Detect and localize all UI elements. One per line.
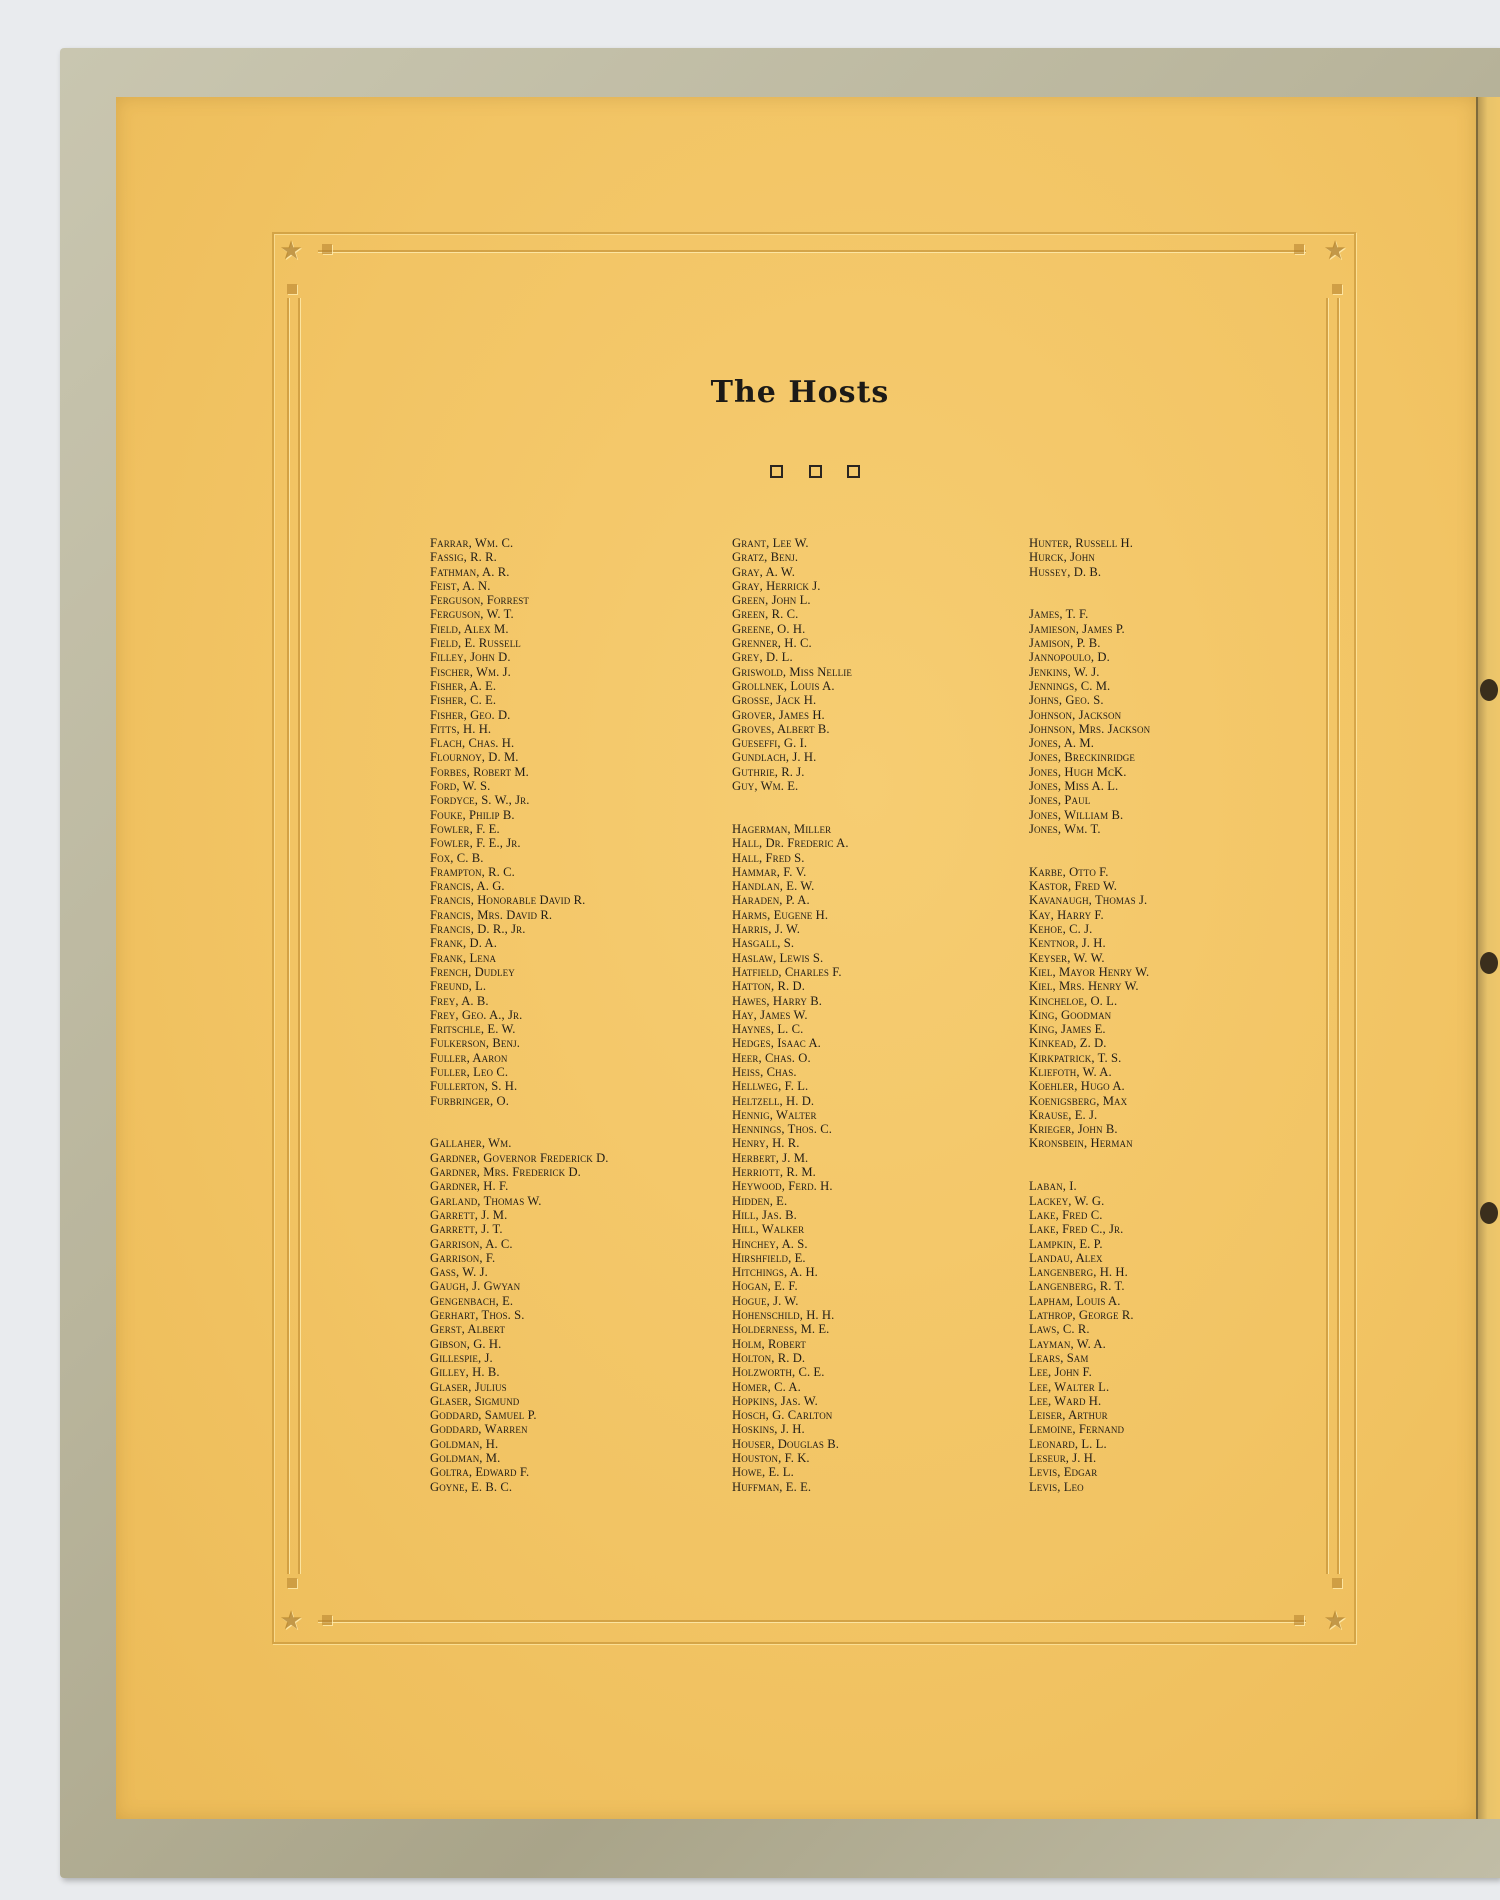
host-name-entry: Grey, D. L. <box>732 650 793 665</box>
list-gap <box>732 793 852 807</box>
host-name-entry: Hennings, Thos. C. <box>732 1122 833 1137</box>
host-name-entry: Johns, Geo. S. <box>1029 693 1104 708</box>
host-name-entry: Jones, Wm. T. <box>1029 821 1101 836</box>
host-name-entry: Hirshfield, E. <box>732 1250 806 1265</box>
page-title: The Hosts <box>710 375 890 410</box>
host-name-entry: Fischer, Wm. J. <box>430 664 511 679</box>
host-name-entry: Frey, A. B. <box>430 993 489 1008</box>
host-name-entry: Francis, A. G. <box>430 879 505 894</box>
host-name-entry: James, T. F. <box>1029 607 1089 622</box>
host-name-entry: Lemoine, Fernand <box>1029 1422 1125 1437</box>
host-name-entry: Lampkin, E. P. <box>1029 1236 1103 1251</box>
frame-rail-left-inner <box>298 298 300 1574</box>
host-name-entry: Leonard, L. L. <box>1029 1436 1107 1451</box>
host-name-entry: Lapham, Louis A. <box>1029 1293 1121 1308</box>
host-name-entry: Lee, Walter L. <box>1029 1379 1110 1394</box>
host-name-entry: Fulkerson, Benj. <box>430 1036 520 1051</box>
square-ornament-icon <box>809 465 822 478</box>
host-name-entry: Grosse, Jack H. <box>732 693 817 708</box>
frame-rail-bottom <box>318 1620 1306 1622</box>
host-name-entry: Goldman, M. <box>430 1451 501 1465</box>
host-name-entry: Guy, Wm. E. <box>732 779 799 794</box>
host-name-entry: Francis, Mrs. David R. <box>430 907 553 922</box>
square-ornament-icon <box>770 465 783 478</box>
host-name-entry: Field, Alex M. <box>430 621 509 636</box>
host-name-entry: Goddard, Samuel P. <box>430 1408 537 1423</box>
host-name-entry: Lears, Sam <box>1029 1350 1089 1365</box>
host-name-entry: Krieger, John B. <box>1029 1122 1118 1137</box>
host-name-entry: Jennings, C. M. <box>1029 678 1111 693</box>
hosts-column-2 <box>732 536 852 1494</box>
host-name-entry: Feist, A. N. <box>430 578 491 593</box>
host-name-entry: Gass, W. J. <box>430 1265 488 1280</box>
frame-rail-right-outer <box>1326 298 1328 1574</box>
host-name-entry: Grover, James H. <box>732 707 825 722</box>
host-name-entry: Garrison, F. <box>430 1250 496 1265</box>
host-name-entry: Johnson, Jackson <box>1029 707 1122 722</box>
host-name-entry: Hogue, J. W. <box>732 1293 799 1308</box>
frame-stud <box>322 244 332 254</box>
host-name-entry: Frank, D. A. <box>430 936 497 951</box>
hosts-column-1 <box>430 536 609 1494</box>
star-ornament-icon: ★ <box>279 1606 303 1636</box>
host-name-entry: Holzworth, C. E. <box>732 1365 825 1380</box>
host-name-entry: Laws, C. R. <box>1029 1322 1090 1337</box>
host-name-entry: Fisher, C. E. <box>430 693 497 708</box>
frame-stud <box>322 1615 332 1625</box>
host-name-entry: Koehler, Hugo A. <box>1029 1079 1125 1094</box>
host-name-entry: Lake, Fred C., Jr. <box>1029 1222 1124 1237</box>
host-name-entry: Garrison, A. C. <box>430 1236 513 1251</box>
host-name-entry: Kinkead, Z. D. <box>1029 1036 1107 1051</box>
host-name-entry: Kincheloe, O. L. <box>1029 993 1118 1008</box>
host-name-entry: Griswold, Miss Nellie <box>732 664 852 679</box>
host-name-entry: Goldman, H. <box>430 1436 499 1451</box>
host-name-entry: Hoskins, J. H. <box>732 1422 805 1437</box>
frame-rail-top <box>318 250 1306 252</box>
host-name-entry: Hatton, R. D. <box>732 979 805 994</box>
binding-hole <box>1480 679 1498 701</box>
host-name-entry: Jones, Breckinridge <box>1029 750 1135 765</box>
host-name-entry: Gilley, H. B. <box>430 1365 500 1380</box>
host-name-entry: Green, R. C. <box>732 607 799 622</box>
host-name-entry: Hinchey, A. S. <box>732 1236 808 1251</box>
host-name-entry: Gerst, Albert <box>430 1322 506 1337</box>
booklet-spine <box>1476 97 1500 1819</box>
host-name-entry: Filley, John D. <box>430 650 511 665</box>
host-name-entry: Harms, Eugene H. <box>732 907 829 922</box>
host-name-entry: Fitts, H. H. <box>430 721 492 736</box>
frame-stud <box>1294 244 1304 254</box>
host-name-entry: Herbert, J. M. <box>732 1150 809 1165</box>
host-name-entry: Garrett, J. M. <box>430 1207 508 1222</box>
host-name-entry: Fordyce, S. W., Jr. <box>430 793 530 808</box>
host-name-entry: Farrar, Wm. C. <box>430 536 514 550</box>
host-name-entry: King, Goodman <box>1029 1007 1112 1022</box>
host-name-entry: Haslaw, Lewis S. <box>732 950 824 965</box>
host-name-entry: Fathman, A. R. <box>430 564 510 579</box>
host-name-entry: Gray, A. W. <box>732 564 796 579</box>
list-gap <box>430 1108 609 1122</box>
list-gap <box>1029 851 1150 865</box>
host-name-entry: Garland, Thomas W. <box>430 1193 542 1208</box>
host-name-entry: Frampton, R. C. <box>430 864 515 879</box>
host-name-entry: Kronsbein, Herman <box>1029 1136 1133 1151</box>
list-gap <box>1029 1165 1150 1179</box>
host-name-entry: Green, John L. <box>732 593 811 608</box>
host-name-entry: Kliefoth, W. A. <box>1029 1064 1112 1079</box>
host-name-entry: Guthrie, R. J. <box>732 764 805 779</box>
host-name-entry: Landau, Alex <box>1029 1250 1103 1265</box>
host-name-entry: Jones, Hugh McK. <box>1029 764 1127 779</box>
host-name-entry: Hill, Walker <box>732 1222 805 1237</box>
host-name-entry: Ferguson, Forrest <box>430 593 530 608</box>
host-name-entry: Fassig, R. R. <box>430 550 497 565</box>
host-name-entry: Glaser, Sigmund <box>430 1393 520 1408</box>
host-name-entry: Greene, O. H. <box>732 621 806 636</box>
host-name-entry: Kentnor, J. H. <box>1029 936 1106 951</box>
host-name-entry: Henry, H. R. <box>732 1136 800 1151</box>
host-name-entry: King, James E. <box>1029 1022 1106 1037</box>
host-name-entry: Freund, L. <box>430 979 487 994</box>
host-name-entry: Gallaher, Wm. <box>430 1136 512 1151</box>
host-name-entry: Flach, Chas. H. <box>430 736 515 751</box>
host-name-entry: Jamison, P. B. <box>1029 636 1101 651</box>
host-name-entry: Hall, Fred S. <box>732 850 805 865</box>
host-name-entry: Garrett, J. T. <box>430 1222 503 1237</box>
host-name-entry: Hussey, D. B. <box>1029 564 1102 579</box>
host-name-entry: Hopkins, Jas. W. <box>732 1393 818 1408</box>
host-name-entry: Leiser, Arthur <box>1029 1408 1108 1423</box>
host-name-entry: Goltra, Edward F. <box>430 1465 530 1480</box>
host-name-entry: Hay, James W. <box>732 1007 808 1022</box>
host-name-entry: Forbes, Robert M. <box>430 764 529 779</box>
host-name-entry: Jones, Paul <box>1029 793 1091 808</box>
host-name-entry: Gillespie, J. <box>430 1350 493 1365</box>
host-name-entry: Fisher, Geo. D. <box>430 707 511 722</box>
host-name-entry: Houser, Douglas B. <box>732 1436 839 1451</box>
list-gap <box>1029 579 1150 593</box>
host-name-entry: Lee, John F. <box>1029 1365 1092 1380</box>
host-name-entry: Furbringer, O. <box>430 1093 509 1108</box>
frame-stud <box>1294 1615 1304 1625</box>
host-name-entry: Jones, Miss A. L. <box>1029 779 1119 794</box>
host-name-entry: Kay, Harry F. <box>1029 907 1104 922</box>
host-name-entry: Howe, E. L. <box>732 1465 794 1480</box>
host-name-entry: Hogan, E. F. <box>732 1279 798 1294</box>
host-name-entry: Lathrop, George R. <box>1029 1308 1134 1323</box>
host-name-entry: Lackey, W. G. <box>1029 1193 1105 1208</box>
frame-stud <box>1332 284 1342 294</box>
binding-hole <box>1480 1202 1498 1224</box>
host-name-entry: Hidden, E. <box>732 1193 788 1208</box>
host-name-entry: Jamieson, James P. <box>1029 621 1125 636</box>
star-ornament-icon: ★ <box>1323 1606 1347 1636</box>
host-name-entry: Kavanaugh, Thomas J. <box>1029 893 1148 908</box>
host-name-entry: Langenberg, R. T. <box>1029 1279 1125 1294</box>
host-name-entry: Hitchings, A. H. <box>732 1265 818 1280</box>
list-gap <box>430 1122 609 1136</box>
host-name-entry: Lake, Fred C. <box>1029 1207 1103 1222</box>
hosts-column-3 <box>1029 536 1150 1494</box>
host-name-entry: Glaser, Julius <box>430 1379 507 1394</box>
host-name-entry: Gibson, G. H. <box>430 1336 502 1351</box>
host-name-entry: Kiel, Mayor Henry W. <box>1029 964 1150 979</box>
host-name-entry: Gratz, Benj. <box>732 550 799 565</box>
host-name-entry: Jones, William B. <box>1029 807 1124 822</box>
host-name-entry: Grollnek, Louis A. <box>732 678 835 693</box>
host-name-entry: Herriott, R. M. <box>732 1165 816 1180</box>
host-name-entry: Gundlach, J. H. <box>732 750 817 765</box>
host-name-entry: Koenigsberg, Max <box>1029 1093 1128 1108</box>
list-gap <box>732 808 852 822</box>
frame-stud <box>287 1578 297 1588</box>
host-name-entry: Fuller, Aaron <box>430 1050 508 1065</box>
host-name-entry: Holderness, M. E. <box>732 1322 830 1337</box>
host-name-entry: Goyne, E. B. C. <box>430 1479 513 1494</box>
host-name-entry: Houston, F. K. <box>732 1451 810 1465</box>
host-name-entry: Francis, Honorable David R. <box>430 893 586 908</box>
host-name-entry: Keyser, W. W. <box>1029 950 1105 965</box>
host-name-entry: Kiel, Mrs. Henry W. <box>1029 979 1139 994</box>
host-name-entry: Gray, Herrick J. <box>732 578 821 593</box>
host-name-entry: Hatfield, Charles F. <box>732 964 842 979</box>
host-name-entry: Flournoy, D. M. <box>430 750 519 765</box>
host-name-entry: Ferguson, W. T. <box>430 607 514 622</box>
host-name-entry: Hennig, Walter <box>732 1107 817 1122</box>
host-name-entry: Fox, C. B. <box>430 850 484 865</box>
host-name-entry: Hagerman, Miller <box>732 821 832 836</box>
list-gap <box>1029 1151 1150 1165</box>
host-name-entry: Grant, Lee W. <box>732 536 809 550</box>
host-name-entry: Frank, Lena <box>430 950 497 965</box>
host-name-entry: Grenner, H. C. <box>732 636 812 651</box>
host-name-entry: Fritschle, E. W. <box>430 1022 516 1037</box>
host-name-entry: Hasgall, S. <box>732 936 795 951</box>
host-name-entry: Langenberg, H. H. <box>1029 1265 1128 1280</box>
title-ornaments <box>770 465 860 478</box>
host-name-entry: Hedges, Isaac A. <box>732 1036 821 1051</box>
host-name-entry: Heywood, Ferd. H. <box>732 1179 833 1194</box>
host-name-entry: Gardner, Governor Frederick D. <box>430 1150 609 1165</box>
host-name-entry: Frey, Geo. A., Jr. <box>430 1007 523 1022</box>
frame-rail-left-outer <box>287 298 289 1574</box>
list-gap <box>1029 593 1150 607</box>
host-name-entry: Hill, Jas. B. <box>732 1207 797 1222</box>
binding-hole <box>1480 952 1498 974</box>
host-name-entry: Handlan, E. W. <box>732 879 815 894</box>
host-name-entry: Layman, W. A. <box>1029 1336 1106 1351</box>
host-name-entry: Heltzell, H. D. <box>732 1093 815 1108</box>
host-name-entry: Hammar, F. V. <box>732 864 807 879</box>
host-name-entry: Kehoe, C. J. <box>1029 922 1093 937</box>
host-name-entry: Leseur, J. H. <box>1029 1451 1097 1465</box>
host-name-entry: Fullerton, S. H. <box>430 1079 518 1094</box>
host-name-entry: Lee, Ward H. <box>1029 1393 1102 1408</box>
host-name-entry: Homer, C. A. <box>732 1379 801 1394</box>
host-name-entry: Haynes, L. C. <box>732 1022 804 1037</box>
host-name-entry: Hall, Dr. Frederic A. <box>732 836 849 851</box>
host-name-entry: Heiss, Chas. <box>732 1064 797 1079</box>
host-name-entry: Fowler, F. E., Jr. <box>430 836 521 851</box>
host-name-entry: Hohenschild, H. H. <box>732 1308 835 1323</box>
star-ornament-icon: ★ <box>279 236 303 266</box>
host-name-entry: Haraden, P. A. <box>732 893 810 908</box>
host-name-entry: Fowler, F. E. <box>430 821 500 836</box>
host-name-entry: Hunter, Russell H. <box>1029 536 1133 550</box>
host-name-entry: Gengenbach, E. <box>430 1293 514 1308</box>
host-name-entry: Gaugh, J. Gwyan <box>430 1279 521 1294</box>
host-name-entry: Johnson, Mrs. Jackson <box>1029 721 1151 736</box>
list-gap <box>1029 836 1150 850</box>
host-name-entry: Hurck, John <box>1029 550 1095 565</box>
host-name-entry: Hawes, Harry B. <box>732 993 822 1008</box>
star-ornament-icon: ★ <box>1323 236 1347 266</box>
host-name-entry: Krause, E. J. <box>1029 1107 1098 1122</box>
host-name-entry: Field, E. Russell <box>430 636 521 651</box>
host-name-entry: Holm, Robert <box>732 1336 806 1351</box>
frame-stud <box>287 284 297 294</box>
host-name-entry: Gerhart, Thos. S. <box>430 1308 525 1323</box>
host-name-entry: Hellweg, F. L. <box>732 1079 809 1094</box>
host-name-entry: Ford, W. S. <box>430 779 491 794</box>
host-name-entry: Francis, D. R., Jr. <box>430 922 526 937</box>
host-name-entry: Heer, Chas. O. <box>732 1050 811 1065</box>
host-name-entry: Fisher, A. E. <box>430 678 497 693</box>
frame-rail-right-inner <box>1337 298 1339 1574</box>
host-name-entry: Huffman, E. E. <box>732 1479 812 1494</box>
host-name-entry: Gardner, Mrs. Frederick D. <box>430 1165 581 1180</box>
host-name-entry: Karbe, Otto F. <box>1029 864 1109 879</box>
host-name-entry: Jannopoulo, D. <box>1029 650 1110 665</box>
host-name-entry: Fuller, Leo C. <box>430 1064 509 1079</box>
frame-stud <box>1332 1578 1342 1588</box>
host-name-entry: Jenkins, W. J. <box>1029 664 1100 679</box>
square-ornament-icon <box>847 465 860 478</box>
host-name-entry: Holton, R. D. <box>732 1350 806 1365</box>
host-name-entry: Fouke, Philip B. <box>430 807 515 822</box>
host-name-entry: Jones, A. M. <box>1029 736 1094 751</box>
host-name-entry: Hosch, G. Carlton <box>732 1408 833 1423</box>
host-name-entry: Kirkpatrick, T. S. <box>1029 1050 1122 1065</box>
host-name-entry: Goddard, Warren <box>430 1422 528 1437</box>
host-name-entry: Gardner, H. F. <box>430 1179 509 1194</box>
host-name-entry: Levis, Edgar <box>1029 1465 1098 1480</box>
host-name-entry: Groves, Albert B. <box>732 721 830 736</box>
host-name-entry: Gueseffi, G. I. <box>732 736 808 751</box>
host-name-entry: French, Dudley <box>430 964 515 979</box>
host-name-entry: Levis, Leo <box>1029 1479 1084 1494</box>
host-name-entry: Kastor, Fred W. <box>1029 879 1118 894</box>
host-name-entry: Laban, I. <box>1029 1179 1077 1194</box>
host-name-entry: Harris, J. W. <box>732 922 801 937</box>
